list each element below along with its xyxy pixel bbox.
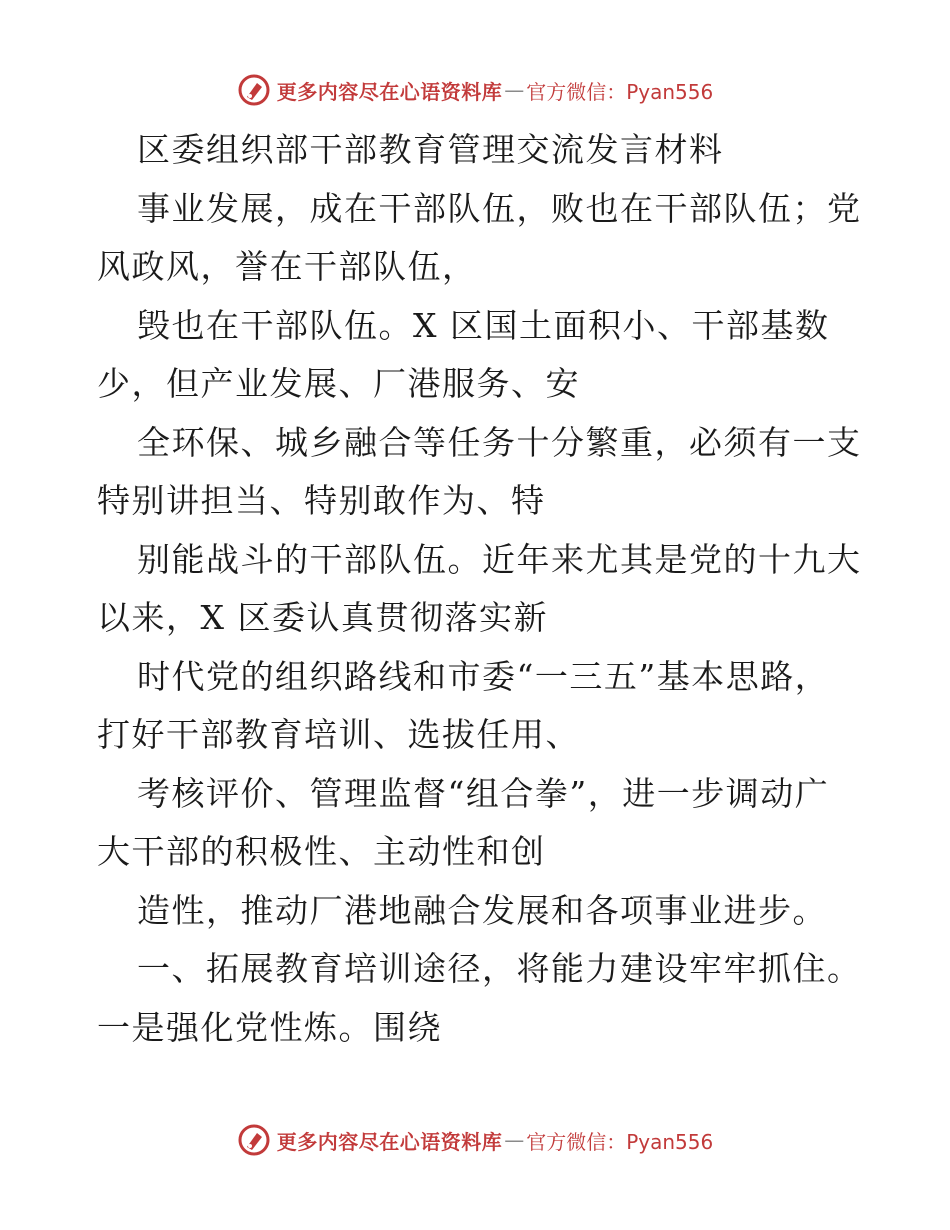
paragraph-line: 一是强化党性炼。围绕 — [97, 1007, 442, 1047]
banner-separator: — — [504, 1128, 525, 1152]
banner-text: 更多内容尽在心语资料库 — [276, 1129, 503, 1154]
header-watermark-banner — [0, 70, 950, 110]
banner-contact: 官方微信：Pyan556 — [526, 1129, 714, 1154]
pen-nib-logo-icon — [237, 1123, 271, 1157]
paragraph-line: 毁也在干部队伍。X 区国土面积小、干部基数 — [137, 305, 830, 345]
document-title: 区委组织部干部教育管理交流发言材料 — [137, 130, 724, 169]
pen-nib-logo-icon — [237, 73, 271, 107]
paragraph-line: 打好干部教育培训、选拔任用、 — [97, 715, 580, 754]
banner-text: 更多内容尽在心语资料库 — [276, 79, 503, 104]
paragraph-line: 以来，X 区委认真贯彻落实新 — [97, 598, 548, 637]
paragraph-line: 全环保、城乡融合等任务十分繁重，必须有一支 — [137, 422, 862, 462]
paragraph-line: 造性，推动厂港地融合发展和各项事业进步。 — [137, 890, 827, 930]
document-body — [97, 121, 862, 1057]
banner-separator: — — [504, 78, 525, 102]
paragraph-line: 大干部的积极性、主动性和创 — [97, 832, 546, 871]
paragraph-line: 考核评价、管理监督“组合拳”，进一步调动广 — [137, 773, 830, 813]
paragraph-line: 事业发展，成在干部队伍，败也在干部队伍；党 — [137, 188, 862, 228]
footer-watermark-banner — [0, 1120, 950, 1160]
paragraph-line: 少，但产业发展、厂港服务、安 — [97, 364, 580, 403]
paragraph-line: 时代党的组织路线和市委“一三五”基本思路， — [137, 656, 830, 696]
paragraph-line: 风政风，誉在干部队伍， — [97, 247, 477, 286]
paragraph-line: 特别讲担当、特别敢作为、特 — [97, 481, 546, 520]
section-heading-line: 一、拓展教育培训途径，将能力建设牢牢抓住。 — [137, 949, 862, 988]
paragraph-line: 别能战斗的干部队伍。近年来尤其是党的十九大 — [137, 539, 862, 579]
banner-contact: 官方微信：Pyan556 — [526, 79, 714, 104]
